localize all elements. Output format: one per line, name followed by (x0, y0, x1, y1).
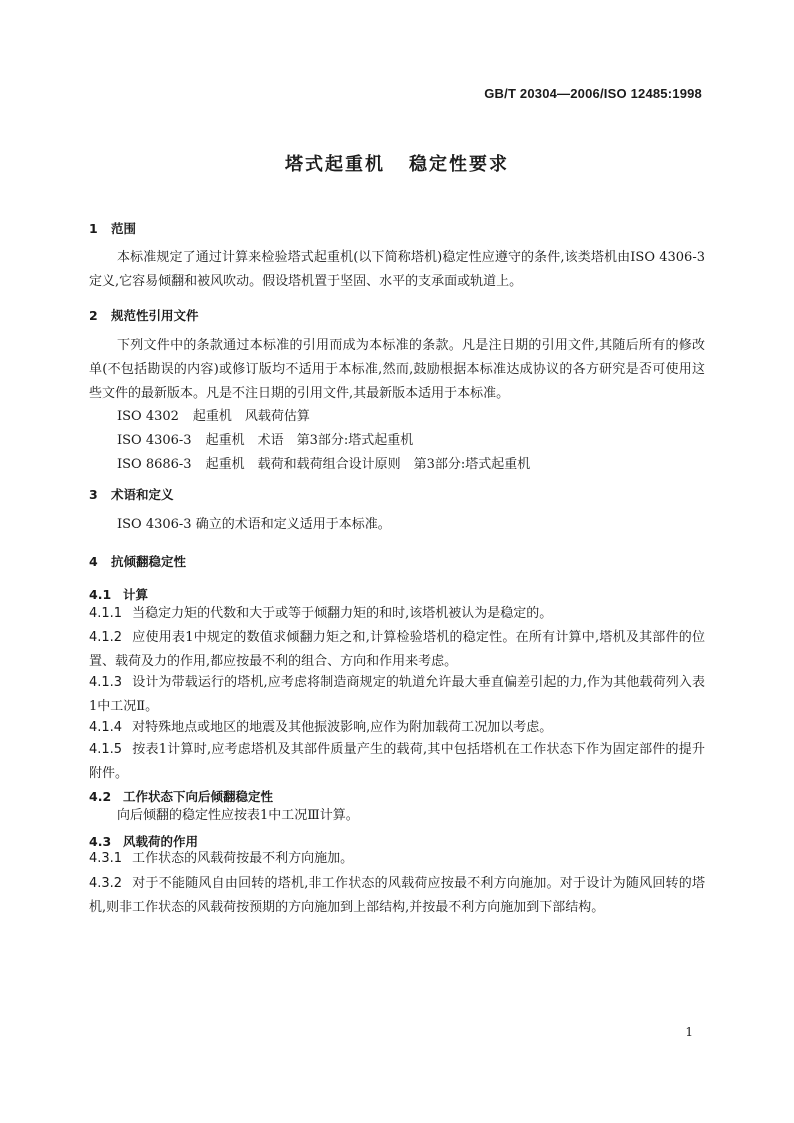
section-number: 1 (89, 221, 98, 236)
subsection-title: 计算 (123, 587, 149, 602)
clause-number: 4.1.3 (89, 675, 123, 690)
subsection-number: 4.2 (89, 789, 112, 804)
clause-text: 工作状态的风载荷按最不利方向施加。 (132, 851, 354, 866)
clause-4-1-3 (89, 671, 705, 719)
reference-code: ISO 4306-3 (117, 433, 192, 448)
clause-text: 对特殊地点或地区的地震及其他振波影响,应作为附加载荷工况加以考虑。 (132, 720, 553, 735)
section-title: 规范性引用文件 (111, 308, 199, 323)
subsection-number: 4.1 (89, 587, 112, 602)
clause-4-3-2 (89, 872, 705, 920)
reference-item (117, 453, 544, 472)
section-4-heading (89, 552, 186, 570)
section-3-text: ISO 4306-3 确立的术语和定义适用于本标准。 (117, 517, 391, 532)
section-2-heading (89, 306, 199, 324)
clause-4-1-5 (89, 738, 705, 786)
section-title: 范围 (111, 221, 137, 236)
subsection-4-2-text: 向后倾翻的稳定性应按表1中工况Ⅲ计算。 (117, 808, 359, 823)
reference-title: 起重机 术语 第3部分:塔式起重机 (205, 433, 414, 448)
section-1-text: 本标准规定了通过计算来检验塔式起重机(以下简称塔机)稳定性应遵守的条件,该类塔机由ISO 4306-3定义,它容易倾翻和被风吹动。假设塔机置于坚固、水平的支承面或轨道上。 (89, 250, 705, 289)
title-part-2: 稳定性要求 (409, 154, 509, 175)
reference-title: 起重机 载荷和载荷组合设计原则 第3部分:塔式起重机 (205, 457, 531, 472)
reference-code: ISO 8686-3 (117, 457, 192, 472)
clause-number: 4.1.5 (89, 742, 123, 757)
clause-text: 应使用表1中规定的数值求倾翻力矩之和,计算检验塔机的稳定性。在所有计算中,塔机及其部件的位置、载荷及力的作用,都应按最不利的组合、方向和作用来考虑。 (89, 630, 705, 669)
section-2-text: 下列文件中的条款通过本标准的引用而成为本标准的条款。凡是注日期的引用文件,其随后所有的修改单(不包括勘误的内容)或修订版均不适用于本标准,然而,鼓励根据本标准达成协议的各方研究是否可使用这些文件的最新版本。凡是不注日期的引用文件,其最新版本适用于本标准。 (89, 338, 705, 401)
clause-text: 当稳定力矩的代数和大于或等于倾翻力矩的和时,该塔机被认为是稳定的。 (132, 606, 553, 621)
clause-number: 4.1.1 (89, 606, 123, 621)
subsection-4-2-heading (89, 787, 273, 805)
page-number: 1 (685, 1025, 693, 1039)
reference-title: 起重机 风载荷估算 (192, 409, 310, 424)
clause-text: 按表1计算时,应考虑塔机及其部件质量产生的载荷,其中包括塔机在工作状态下作为固定部件的提升附件。 (89, 742, 705, 781)
section-3-heading (89, 485, 174, 503)
section-number: 2 (89, 308, 98, 323)
section-1-heading (89, 219, 136, 237)
subsection-number: 4.3 (89, 834, 112, 849)
reference-item (117, 429, 427, 448)
subsection-title: 风载荷的作用 (123, 834, 199, 849)
reference-code: ISO 4302 (117, 409, 179, 424)
section-number: 3 (89, 487, 98, 502)
clause-number: 4.1.2 (89, 630, 123, 645)
subsection-title: 工作状态下向后倾翻稳定性 (123, 789, 274, 804)
section-number: 4 (89, 554, 98, 569)
page-title (0, 150, 794, 176)
standard-code: GB/T 20304—2006/ISO 12485:1998 (484, 86, 702, 101)
subsection-4-1-heading (89, 585, 148, 603)
clause-4-1-4 (89, 716, 705, 740)
clause-text: 设计为带载运行的塔机,应考虑将制造商规定的轨道允许最大垂直偏差引起的力,作为其他载荷列入表1中工况Ⅱ。 (89, 675, 705, 714)
clause-number: 4.3.1 (89, 851, 123, 866)
clause-4-1-2 (89, 626, 705, 674)
clause-4-1-1 (89, 602, 705, 626)
section-title: 抗倾翻稳定性 (111, 554, 187, 569)
reference-item (117, 405, 324, 424)
clause-number: 4.1.4 (89, 720, 123, 735)
clause-text: 对于不能随风自由回转的塔机,非工作状态的风载荷应按最不利方向施加。对于设计为随风回转的塔机,则非工作状态的风载荷按预期的方向施加到上部结构,并按最不利方向施加到下部结构。 (89, 876, 705, 915)
clause-4-3-1 (89, 847, 705, 871)
clause-number: 4.3.2 (89, 876, 123, 891)
section-title: 术语和定义 (111, 487, 174, 502)
title-part-1: 塔式起重机 (285, 154, 385, 175)
